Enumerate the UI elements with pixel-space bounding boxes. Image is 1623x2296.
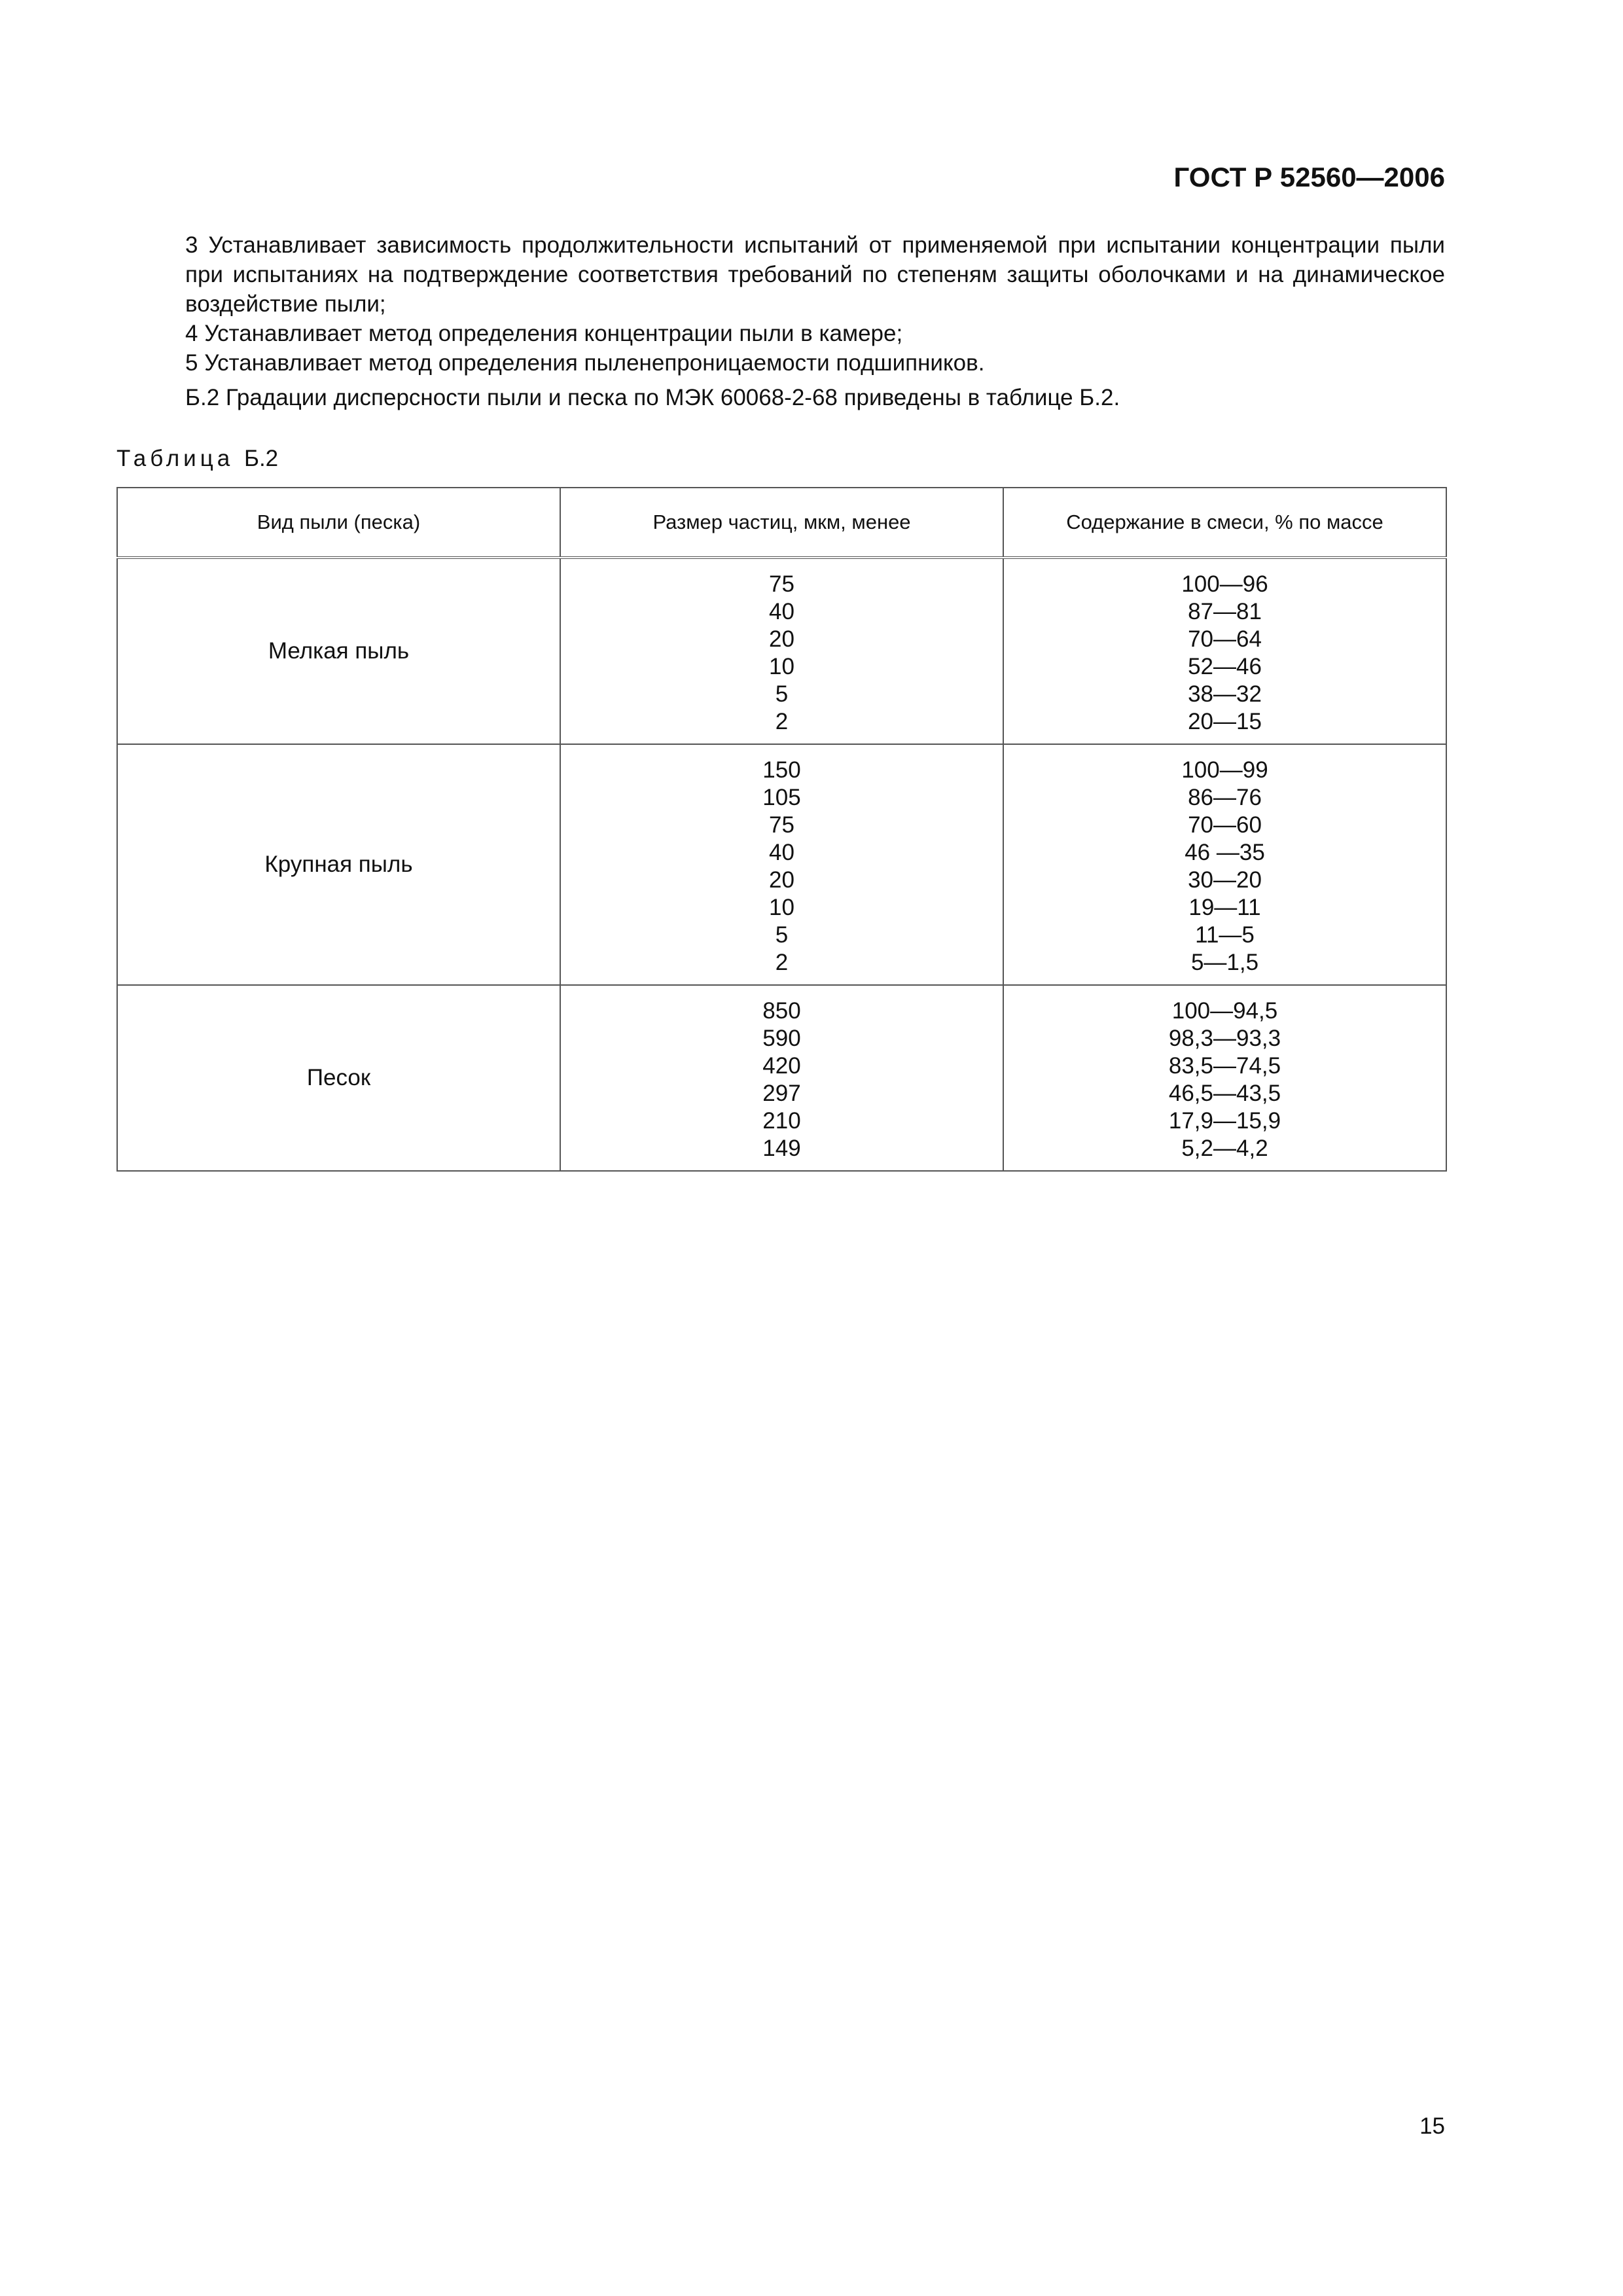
mass-content-value: 38—32 bbox=[1188, 681, 1262, 707]
particle-size-value: 40 bbox=[769, 599, 794, 624]
particle-size-value: 850 bbox=[762, 998, 801, 1024]
mass-content-value: 46 —35 bbox=[1185, 840, 1265, 865]
mass-content-value: 98,3—93,3 bbox=[1168, 1026, 1281, 1051]
particle-size-value: 75 bbox=[769, 571, 794, 597]
mass-content-value: 46,5—43,5 bbox=[1168, 1081, 1281, 1106]
particle-sizes-cell bbox=[560, 744, 1003, 985]
mass-content-value: 100—94,5 bbox=[1171, 998, 1278, 1024]
mass-content-value: 100—99 bbox=[1181, 757, 1268, 783]
particle-size-value: 149 bbox=[762, 1136, 801, 1161]
particle-size-value: 10 bbox=[769, 895, 794, 920]
paragraph-item-4: 4 Устанавливает метод определения концентрации пыли в камере; bbox=[185, 321, 903, 346]
dust-gradation-table bbox=[116, 487, 1447, 1172]
paragraph-item-3: 3 Устанавливает зависимость продолжительности испытаний от применяемой при испытании концентрации пыли при испытаниях на подтверждение соответствия требований по степеням защиты оболочками и на динамическое воздействие пыли; bbox=[185, 232, 1445, 317]
mass-content-cell bbox=[1003, 558, 1446, 744]
particle-size-value: 10 bbox=[769, 654, 794, 679]
table-caption-word: Таблица bbox=[116, 446, 234, 471]
table-header-row bbox=[117, 488, 1446, 558]
mass-content-value: 100—96 bbox=[1181, 571, 1268, 597]
particle-size-value: 150 bbox=[762, 757, 801, 783]
particle-size-value: 297 bbox=[762, 1081, 801, 1106]
particle-size-value: 5 bbox=[775, 681, 789, 707]
particle-size-value: 40 bbox=[769, 840, 794, 865]
particle-size-value: 20 bbox=[769, 867, 794, 893]
particle-size-value: 2 bbox=[775, 709, 789, 734]
mass-content-value: 11—5 bbox=[1195, 922, 1255, 948]
header-dust-type: Вид пыли (песка) bbox=[117, 488, 560, 558]
dust-type-cell: Крупная пыль bbox=[117, 744, 560, 985]
particle-sizes-cell bbox=[560, 558, 1003, 744]
mass-content-value: 52—46 bbox=[1188, 654, 1262, 679]
particle-size-value: 590 bbox=[762, 1026, 801, 1051]
table-row bbox=[117, 985, 1446, 1171]
document-code-header: ГОСТ Р 52560—2006 bbox=[1173, 162, 1445, 192]
paragraph-b2: Б.2 Градации дисперсности пыли и песка по МЭК 60068-2-68 приведены в таблице Б.2. bbox=[185, 385, 1120, 410]
mass-content-cell bbox=[1003, 744, 1446, 985]
page-number: 15 bbox=[1419, 2113, 1445, 2139]
mass-content-value: 70—64 bbox=[1188, 626, 1262, 652]
particle-sizes-cell bbox=[560, 985, 1003, 1171]
dust-type-cell: Песок bbox=[117, 985, 560, 1171]
mass-content-value: 20—15 bbox=[1188, 709, 1262, 734]
particle-size-value: 2 bbox=[775, 950, 789, 975]
table-caption bbox=[116, 444, 278, 473]
mass-content-value: 17,9—15,9 bbox=[1168, 1108, 1281, 1134]
body-text bbox=[185, 230, 1445, 412]
mass-content-value: 30—20 bbox=[1188, 867, 1262, 893]
particle-size-value: 210 bbox=[762, 1108, 801, 1134]
table-row bbox=[117, 744, 1446, 985]
header-mass-content: Содержание в смеси, % по массе bbox=[1003, 488, 1446, 558]
mass-content-value: 86—76 bbox=[1188, 785, 1262, 810]
mass-content-value: 83,5—74,5 bbox=[1168, 1053, 1281, 1079]
mass-content-value: 70—60 bbox=[1188, 812, 1262, 838]
mass-content-value: 5—1,5 bbox=[1190, 950, 1259, 975]
dust-type-cell: Мелкая пыль bbox=[117, 558, 560, 744]
particle-size-value: 20 bbox=[769, 626, 794, 652]
particle-size-value: 75 bbox=[769, 812, 794, 838]
particle-size-value: 5 bbox=[775, 922, 789, 948]
table-row bbox=[117, 558, 1446, 744]
particle-size-value: 105 bbox=[762, 785, 801, 810]
mass-content-value: 19—11 bbox=[1188, 895, 1261, 920]
particle-size-value: 420 bbox=[762, 1053, 801, 1079]
mass-content-cell bbox=[1003, 985, 1446, 1171]
mass-content-value: 87—81 bbox=[1188, 599, 1262, 624]
mass-content-value: 5,2—4,2 bbox=[1181, 1136, 1268, 1161]
paragraph-item-5: 5 Устанавливает метод определения пыленепроницаемости подшипников. bbox=[185, 350, 985, 376]
header-particle-size: Размер частиц, мкм, менее bbox=[560, 488, 1003, 558]
table-caption-number: Б.2 bbox=[243, 446, 279, 471]
